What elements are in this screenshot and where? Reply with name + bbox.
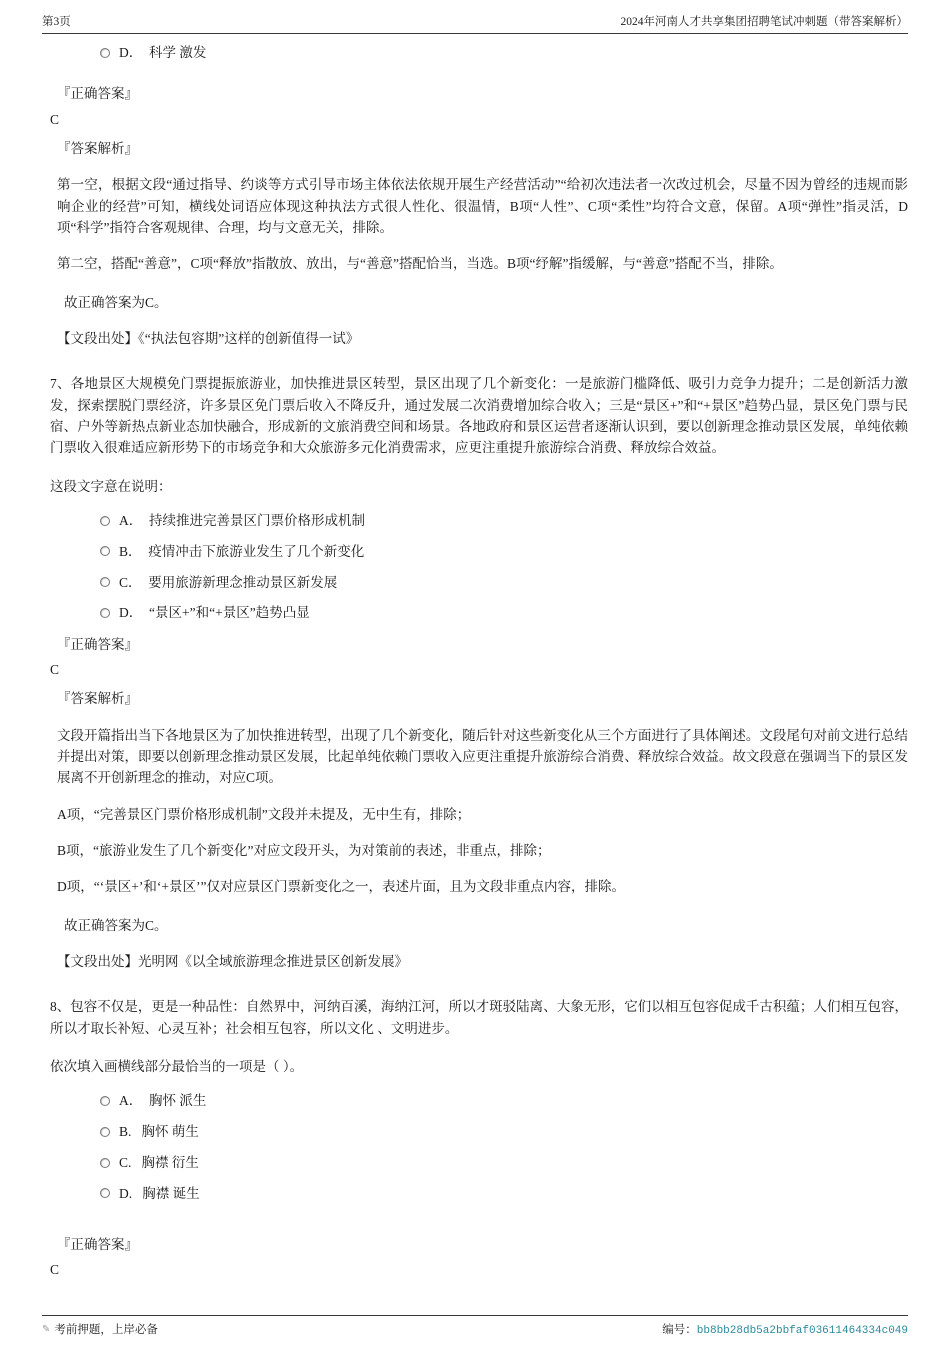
question8-stem: 8、包容不仅是，更是一种品性：自然界中，河纳百溪，海纳江河，所以才斑驳陆离、大象无形，它们以相互包容促成千古积蕴；人们相互包容，所以才取长补短、心灵互补；社会相互包容，所以文化 、文明进步。	[50, 999, 908, 1036]
pen-icon: ✎	[42, 1323, 51, 1335]
page-footer	[42, 1321, 908, 1337]
option-label: C. 胸襟 衍生	[119, 1154, 199, 1170]
question7-options	[57, 510, 908, 624]
analysis-label: 『答案解析』	[57, 140, 138, 156]
page-header	[42, 13, 908, 29]
option-label: A． 胸怀 派生	[119, 1093, 207, 1109]
radio-icon[interactable]	[100, 516, 110, 526]
footer-code-wrap	[662, 1321, 908, 1337]
question8-prompt: 依次填入画横线部分最恰当的一项是（ ）。	[50, 1059, 304, 1074]
radio-icon[interactable]	[100, 1096, 110, 1106]
radio-icon[interactable]	[100, 1188, 110, 1198]
question7-stem: 7、各地景区大规模免门票提振旅游业，加快推进景区转型，景区出现了几个新变化：一是旅游门槛降低、吸引力竞争力提升；二是创新活力激发，探索摆脱门票经济，许多景区免门票后收入不降反升，通过发展二次消费增加综合收入；三是“景区+”和“+景区”趋势凸显，景区免门票与民宿、户外等新热点新业态加快融合，形成新的文旅消费空间和场景。各地政府和景区运营者逐渐认识到，要以创新理念推动景区发展，单纯依赖门票收入很难适应新形势下的市场竞争和大众旅游多元化消费需求，应更注重提升旅游综合消费、释放综合效益。	[50, 376, 908, 456]
header-divider	[42, 33, 908, 34]
option-row-b[interactable]	[100, 541, 908, 562]
analysis-item-d: D项，“‘景区+’和‘+景区’”仅对应景区门票新变化之一，表述片面，且为文段非重点内容，排除。	[57, 879, 625, 895]
option-row-d[interactable]	[100, 602, 908, 623]
document-title: 2024年河南人才共享集团招聘笔试冲刺题（带答案解析）	[620, 16, 908, 28]
document-code: bb8bb28db5a2bbfaf03611464334c049	[696, 1325, 908, 1337]
correct-answer-value: C	[50, 662, 60, 678]
analysis-paragraph: 文段开篇指出当下各地景区为了加快推进转型，出现了几个新变化，随后针对这些新变化从三个方面进行了具体阐述。文段尾句对前文进行总结并提出对策，即要以创新理念推动景区发展，比起单纯依赖门票收入应更注重提升旅游综合消费、释放综合效益。故文段意在强调当下的景区发展离不开创新理念的推动，对应C项。	[57, 727, 908, 786]
correct-answer-label: 『正确答案』	[57, 1237, 138, 1253]
option-row-c[interactable]	[100, 572, 908, 593]
footer-slogan: 考前押题，上岸必备	[54, 1324, 158, 1336]
analysis-paragraph: 第一空，根据文段“通过指导、约谈等方式引导市场主体依法依规开展生产经营活动”“给初次违法者一次改过机会，尽量不因为曾经的违规而影响企业的经营”可知，横线处词语应体现这种执法方式很人性化、很温情，B项“人性”、C项“柔性”均符合文意，保留。A项“弹性”指灵活，D项“科学”指符合客观规律、合理，均与文意无关，排除。	[57, 177, 908, 235]
radio-icon[interactable]	[100, 1127, 110, 1137]
option-label: C． 要用旅游新理念推动景区新发展	[119, 574, 338, 590]
footer-divider	[42, 1315, 908, 1316]
page-number: 第3页	[42, 16, 71, 28]
conclusion-line: 故正确答案为C。	[64, 294, 168, 310]
radio-icon[interactable]	[100, 577, 110, 587]
analysis-paragraph: 第二空，搭配“善意”，C项“释放”指散放、放出，与“善意”搭配恰当，当选。B项“纾解”指缓解，与“善意”搭配不当，排除。	[57, 256, 783, 272]
question7-prompt: 这段文字意在说明：	[50, 478, 172, 494]
option-label: B． 疫情冲击下旅游业发生了几个新变化	[119, 543, 365, 559]
analysis-item-b: B项，“旅游业发生了几个新变化”对应文段开头，为对策前的表述，非重点，排除；	[57, 843, 551, 859]
option-row-b[interactable]	[100, 1121, 908, 1142]
code-label: 编号：	[662, 1324, 697, 1336]
option-label: A． 持续推进完善景区门票价格形成机制	[119, 512, 365, 528]
option-row-a[interactable]	[100, 1090, 908, 1111]
option-row-c[interactable]	[100, 1152, 908, 1173]
radio-icon[interactable]	[100, 546, 110, 556]
analysis-label: 『答案解析』	[57, 691, 138, 707]
option-row-d[interactable]	[100, 1183, 908, 1204]
document-body	[50, 42, 908, 1281]
correct-answer-value: C	[50, 1262, 60, 1278]
option-row-a[interactable]	[100, 510, 908, 531]
option-row-d[interactable]	[100, 42, 908, 63]
analysis-item-a: A项，“完善景区门票价格形成机制”文段并未提及，无中生有，排除；	[57, 806, 471, 822]
option-label: D． “景区+”和“+景区”趋势凸显	[119, 605, 310, 621]
source-line: 【文段出处】《“执法包容期”这样的创新值得一试》	[57, 330, 360, 346]
correct-answer-value: C	[50, 111, 60, 127]
correct-answer-label: 『正确答案』	[57, 636, 138, 652]
option-label: D． 科学 激发	[119, 45, 207, 60]
option-label: B. 胸怀 萌生	[119, 1124, 199, 1140]
correct-answer-label: 『正确答案』	[57, 86, 138, 102]
footer-slogan-wrap	[42, 1321, 158, 1337]
radio-icon[interactable]	[100, 1158, 110, 1168]
source-line: 【文段出处】光明网《以全域旅游理念推进景区创新发展》	[57, 954, 408, 970]
conclusion-line: 故正确答案为C。	[64, 917, 168, 933]
question6-options	[57, 42, 908, 63]
radio-icon[interactable]	[100, 608, 110, 618]
option-label: D. 胸襟 诞生	[119, 1185, 200, 1201]
radio-icon[interactable]	[100, 48, 110, 58]
question8-options	[57, 1090, 908, 1204]
